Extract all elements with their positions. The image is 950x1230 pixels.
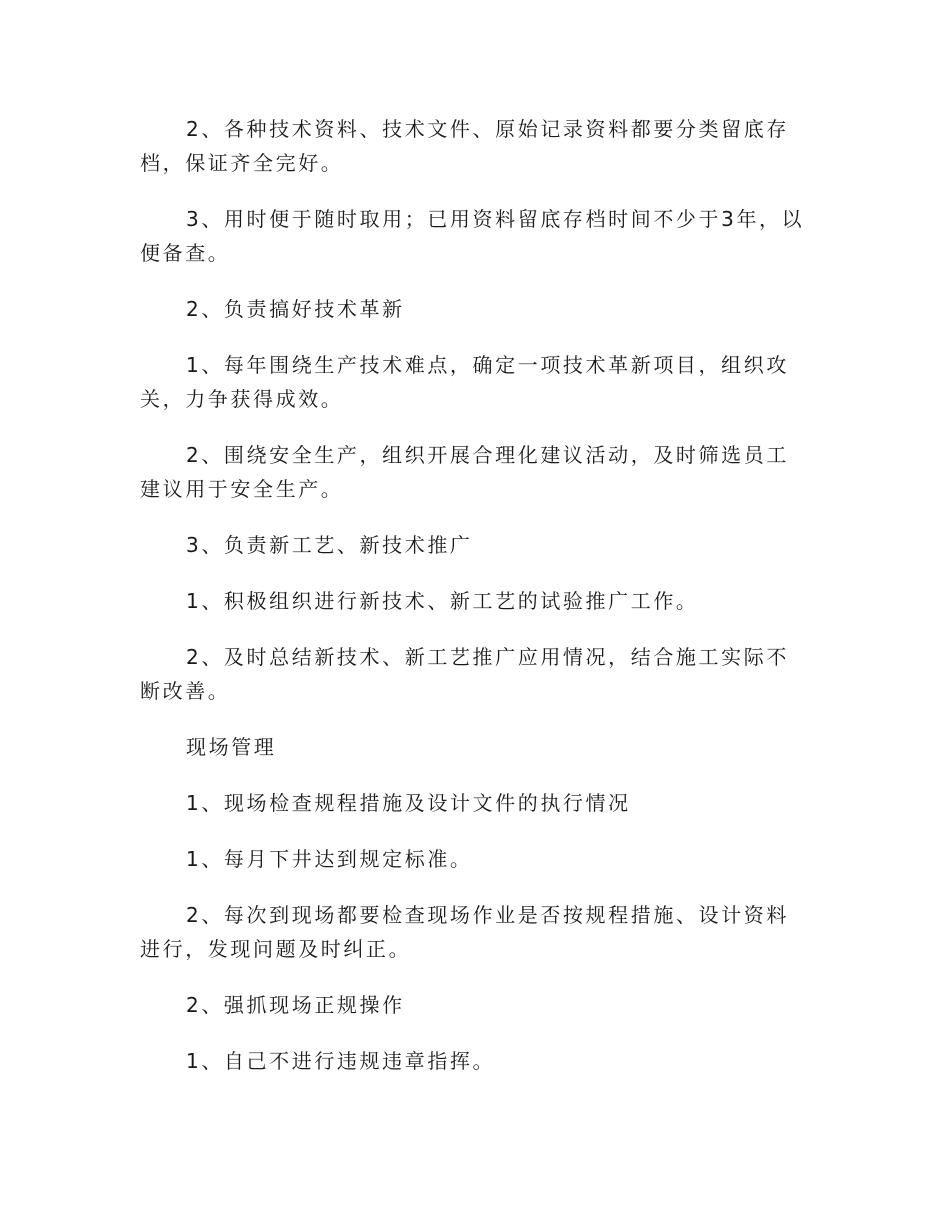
paragraph: 1、每月下井达到规定标准。 bbox=[186, 847, 473, 871]
paragraph: 2、每次到现场都要检查现场作业是否按规程措施、设计资料进行，发现问题及时纠正。 bbox=[140, 903, 789, 961]
paragraph: 3、负责新工艺、新技术推广 bbox=[186, 533, 473, 557]
paragraph: 2、及时总结新技术、新工艺推广应用情况，结合施工实际不断改善。 bbox=[140, 645, 789, 703]
paragraph: 1、自己不进行违规违章指挥。 bbox=[186, 1049, 496, 1073]
paragraph: 2、负责搞好技术革新 bbox=[186, 297, 405, 321]
paragraph: 2、围绕安全生产，组织开展合理化建议活动，及时筛选员工建议用于安全生产。 bbox=[140, 443, 789, 501]
paragraph: 1、积极组织进行新技术、新工艺的试验推广工作。 bbox=[186, 589, 699, 613]
paragraph: 2、强抓现场正规操作 bbox=[186, 993, 405, 1017]
paragraph: 1、现场检查规程措施及设计文件的执行情况 bbox=[186, 791, 631, 815]
paragraph: 3、用时便于随时取用；已用资料留底存档时间不少于3年，以便备查。 bbox=[140, 207, 805, 265]
section-heading: 现场管理 bbox=[186, 735, 277, 759]
document-body bbox=[140, 112, 810, 1100]
paragraph: 1、每年围绕生产技术难点，确定一项技术革新项目，组织攻关，力争获得成效。 bbox=[140, 353, 789, 411]
paragraph: 2、各种技术资料、技术文件、原始记录资料都要分类留底存档，保证齐全完好。 bbox=[140, 117, 789, 175]
